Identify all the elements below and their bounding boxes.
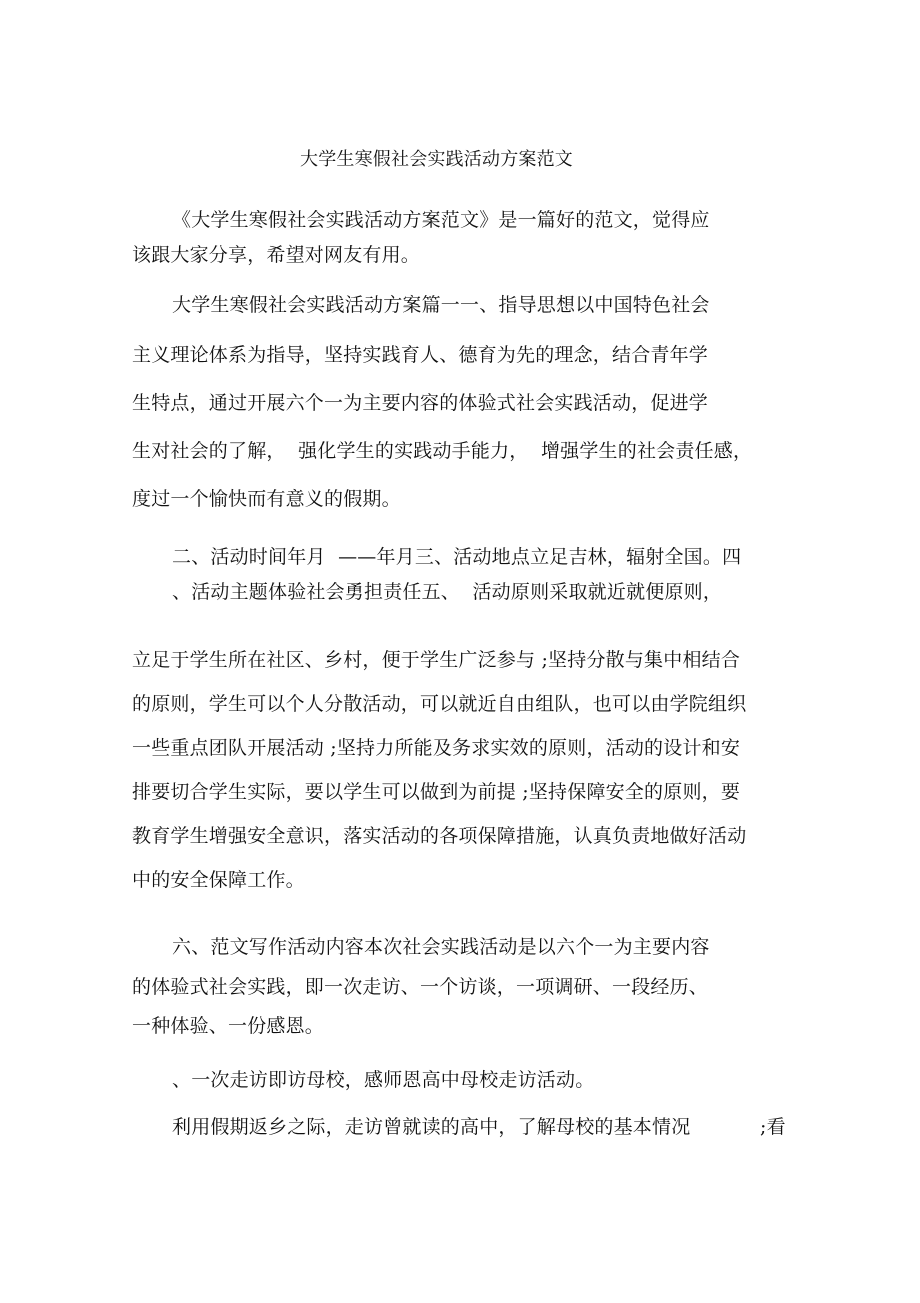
section2-line: 二、活动时间年月 ——年月三、活动地点立足吉林，辐射全国。四 (172, 546, 742, 568)
section3-line: 中的安全保障工作。 (132, 869, 305, 891)
section6-line-end: ;看 (760, 1116, 786, 1138)
section6-line: 利用假期返乡之际，走访曾就读的高中，了解母校的基本情况 (172, 1116, 691, 1138)
section4-line: 六、范文写作活动内容本次社会实践活动是以六个一为主要内容 (172, 936, 710, 958)
section2-line: 、活动主题体验社会勇担责任五、 活动原则采取就近就便原则， (172, 581, 723, 603)
intro-line: 《大学生寒假社会实践活动方案范文》是一篇好的范文，觉得应 (172, 209, 710, 231)
section1-line: 大学生寒假社会实践活动方案篇一一、指导思想以中国特色社会 (172, 294, 710, 316)
intro-line: 该跟大家分享，希望对网友有用。 (132, 244, 421, 266)
section3-line: 排要切合学生实际，要以学生可以做到为前提 ;坚持保障安全的原则，要 (132, 781, 741, 803)
section4-line: 的体验式社会实践，即一次走访、一个访谈，一项调研、一段经历、 (132, 976, 709, 998)
section3-line: 立足于学生所在社区、乡村，便于学生广泛参与 ;坚持分散与集中相结合 (132, 649, 741, 671)
section1-line: 度过一个愉快而有意义的假期。 (132, 488, 401, 510)
section3-line: 教育学生增强安全意识，落实活动的各项保障措施，认真负责地做好活动 (132, 825, 747, 847)
section3-line: 的原则，学生可以个人分散活动，可以就近自由组队，也可以由学院组织 (132, 693, 747, 715)
section1-line: 生特点，通过开展六个一为主要内容的体验式社会实践活动，促进学 (132, 392, 709, 414)
document-title: 大学生寒假社会实践活动方案范文 (300, 149, 573, 170)
section1-line: 生对社会的了解， 强化学生的实践动手能力， 增强学生的社会责任感， (132, 440, 753, 462)
section4-line: 一种体验、一份感恩。 (132, 1015, 325, 1037)
section1-line: 主义理论体系为指导，坚持实践育人、德育为先的理念，结合青年学 (132, 344, 709, 366)
section3-line: 一些重点团队开展活动 ;坚持力所能及务求实效的原则，活动的设计和安 (132, 737, 741, 759)
section5-line: 、一次走访即访母校，感师恩高中母校走访活动。 (172, 1069, 595, 1091)
